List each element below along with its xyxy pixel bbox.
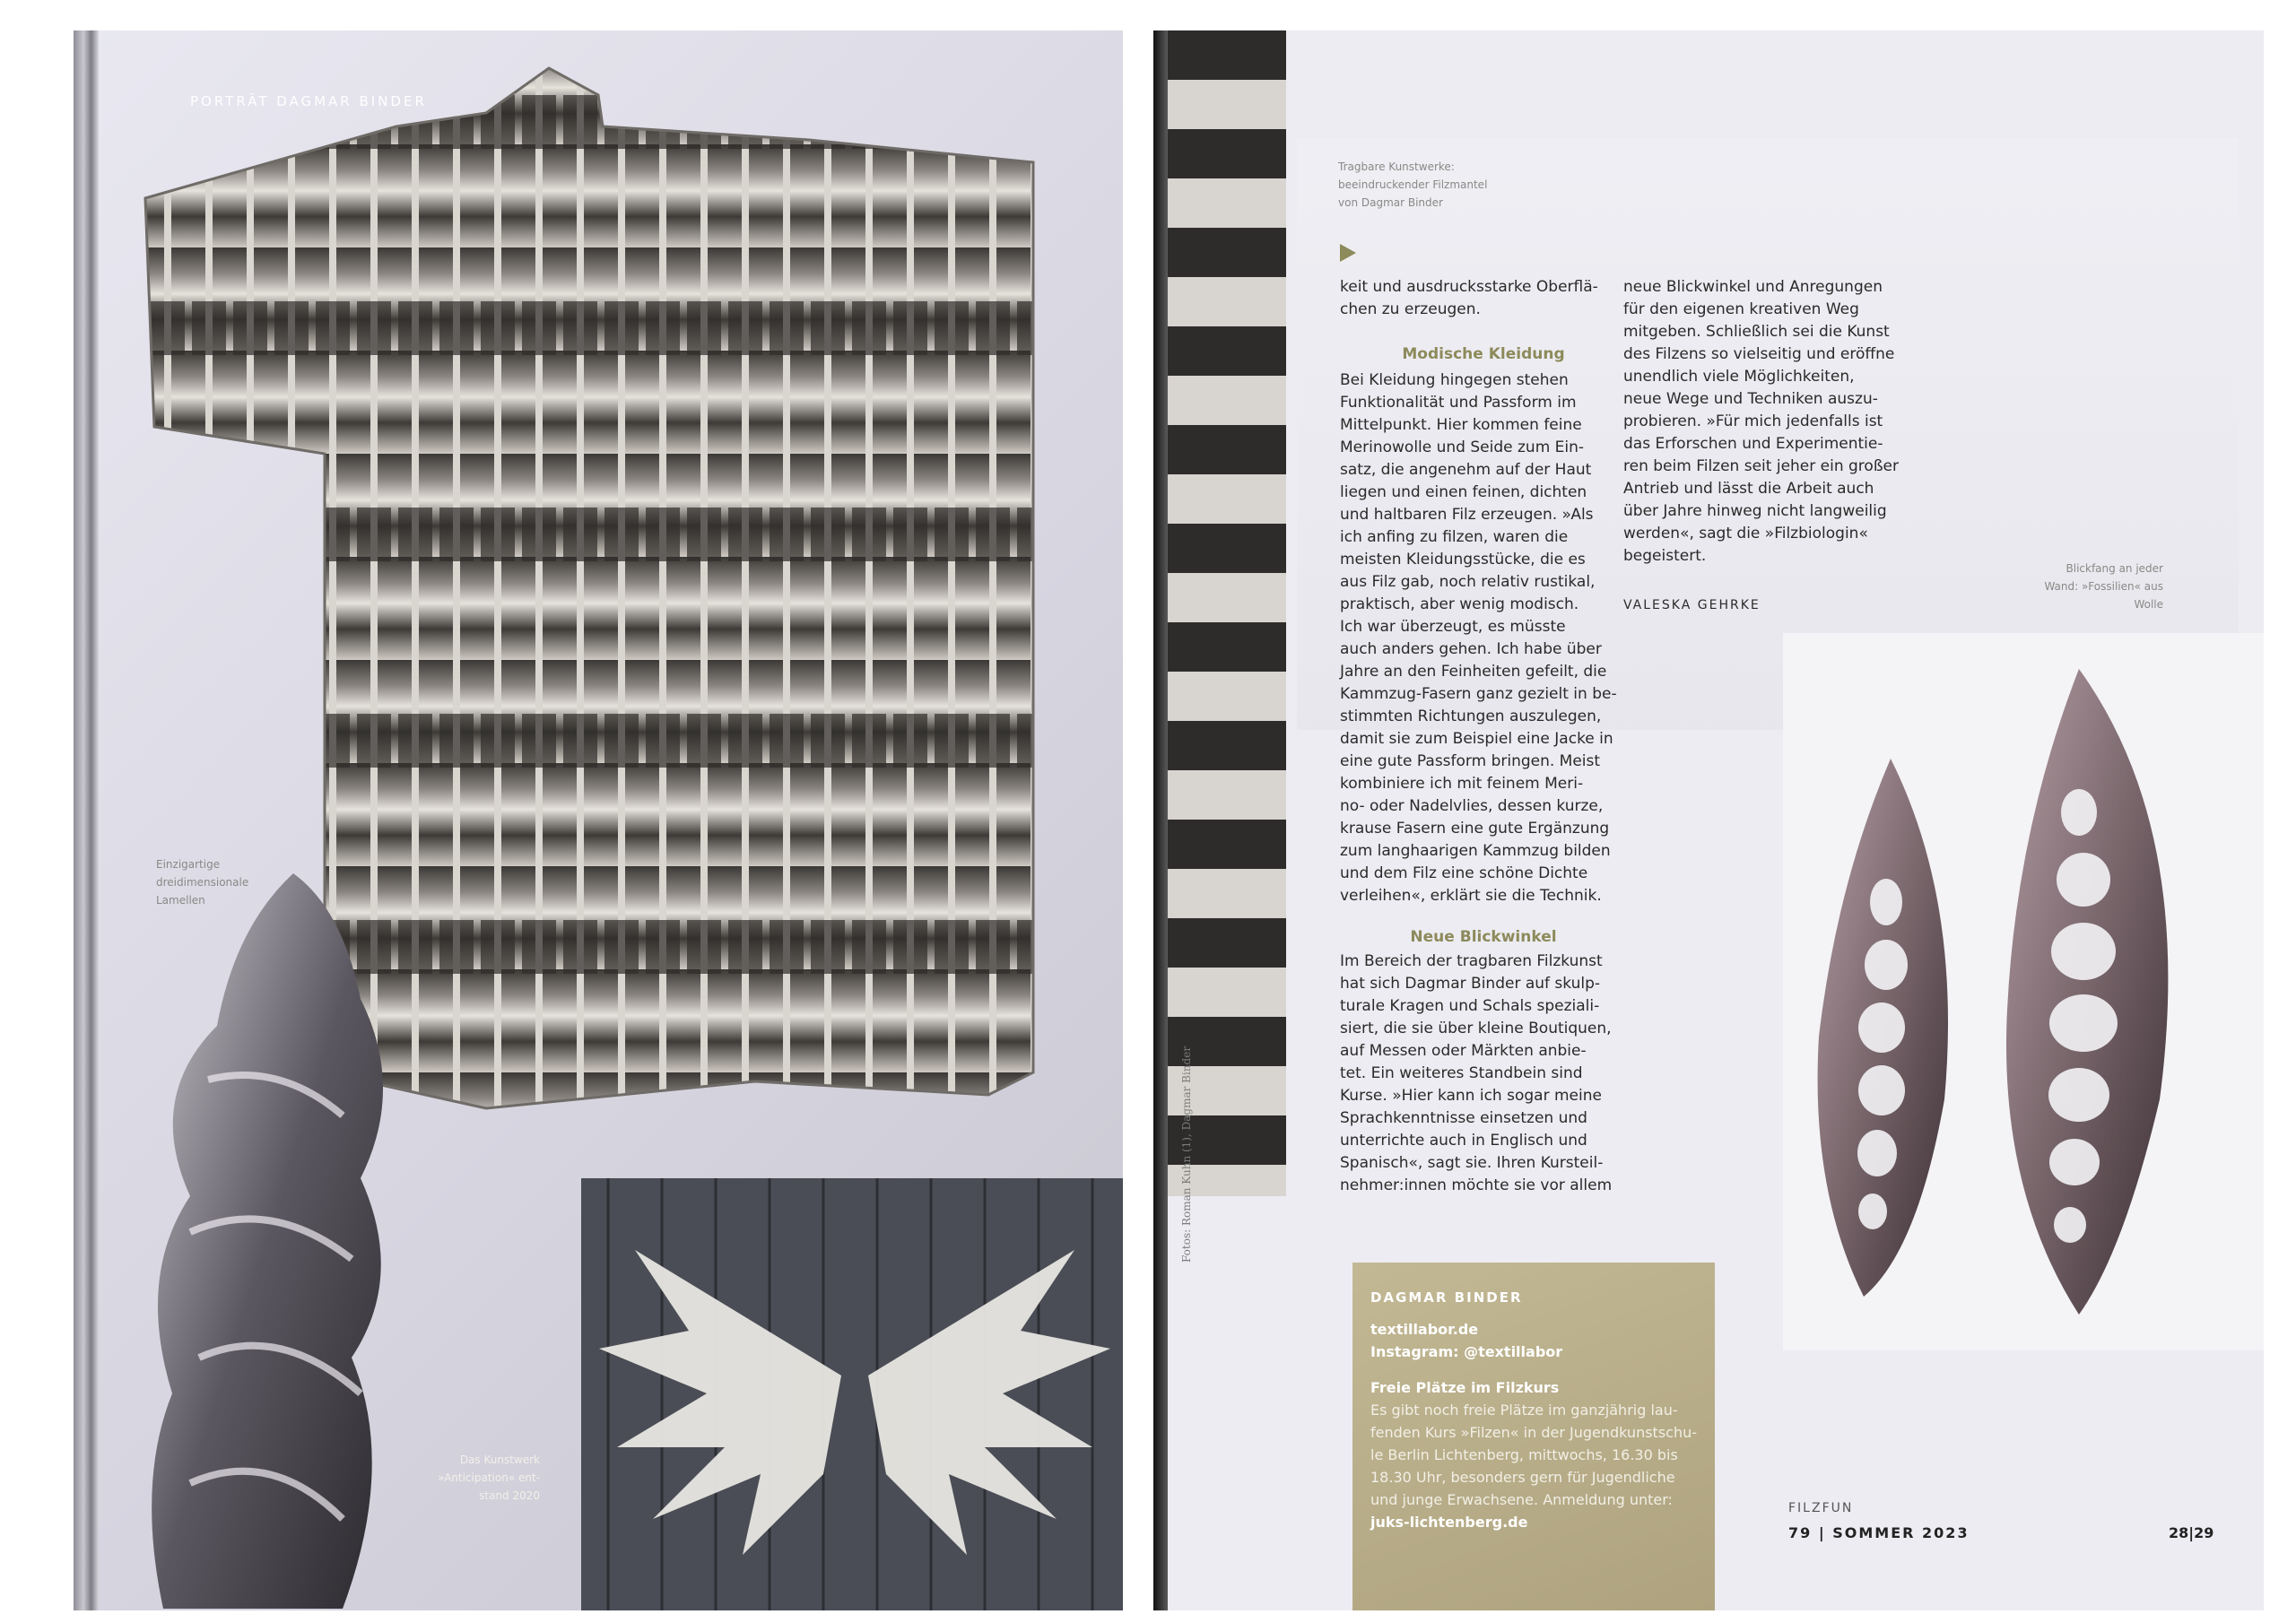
caption-anticipation: Das Kunstwerk »Anticipation« ent- stand 2020 <box>438 1454 540 1502</box>
info-box-course-heading: Freie Plätze im Filzkurs <box>1370 1379 1560 1396</box>
footer-issue: 79 | SOMMER 2023 <box>1788 1524 1970 1541</box>
page-edge-strip <box>74 30 99 1610</box>
subhead-modische-kleidung: Modische Kleidung <box>1402 345 1565 363</box>
wings-artwork-photo <box>581 1178 1123 1610</box>
info-box <box>1352 1263 1715 1610</box>
caption-coat: Tragbare Kunstwerke: beeindruckender Filzmantel von Dagmar Binder <box>1338 161 1488 209</box>
right-page <box>1153 30 2264 1610</box>
article-column-1-paragraph-2: Im Bereich der tragbaren Filzkunst hat sich Dagmar Binder auf skulp- turale Kragen und Schals speziali- siert, die sie über kleine Boutiquen, auf Messen oder Märkten anbie- tet. Ein weiteres Standbein sind Kurse. »Hier kann ich sogar meine Sprachkenntnisse einsetzen und unterrichte auch in Englisch und Spanisch«, sagt sie. Ihren Kursteil- nehmer:innen möchte sie vor allem <box>1340 952 1613 1194</box>
fossils-artwork-photo <box>1783 633 2264 1350</box>
running-head: PORTRÄT DAGMAR BINDER <box>190 93 427 109</box>
fossils-artwork-image <box>1783 633 2264 1350</box>
anticipation-sculpture-photo <box>136 855 432 1609</box>
info-box-website-link[interactable]: textillabor.de <box>1370 1321 1479 1338</box>
caption-fossils: Blickfang an jeder Wand: »Fossilien« aus Wolle <box>2044 562 2163 611</box>
author-byline: VALESKA GEHRKE <box>1623 598 1761 612</box>
wings-artwork-image <box>581 1178 1123 1610</box>
article-column-2-paragraph: neue Blickwinkel und Anregungen für den eigenen kreativen Weg mitgeben. Schließlich sei die Kunst des Filzens so vielseitig und eröffne unendlich viele Möglichkeiten, neue Wege und Techniken auszu- probieren. »Für mich jedenfalls ist das Erforschen und Experimentie- ren beim Filzen seit jeher ein großer Antrieb und lässt die Arbeit auch über Jahre hinweg nicht langweilig werden«, sagt die »Filzbiologin« begeistert. <box>1623 278 1899 565</box>
article-column-1-intro: keit und ausdrucksstarke Oberflä- chen zu erzeugen. <box>1340 278 1598 318</box>
info-box-course-link[interactable]: juks-lichtenberg.de <box>1370 1514 1528 1531</box>
anticipation-sculpture-image <box>136 855 432 1609</box>
info-box-course-text: Es gibt noch freie Plätze im ganzjährig lau- fenden Kurs »Filzen« in der Jugendkunstschu- le Berlin Lichtenberg, mittwochs, 16.30 bis 18.30 Uhr, besonders gern für Jugendliche und junge Erwachsene. Anmeldung unter: <box>1370 1402 1697 1508</box>
coat-photo-continuation <box>1153 30 1286 1196</box>
footer-magazine: FILZFUN <box>1788 1501 1854 1515</box>
article-column-1-paragraph-1: Bei Kleidung hingegen stehen Funktionalität und Passform im Mittelpunkt. Hier kommen feine Merinowolle und Seide zum Ein- satz, die angenehm auf der Haut liegen und einen feinen, dichten und haltbaren Filz erzeugen. »Als ich anfing zu filzen, waren die meisten Kleidungsstücke, die es aus Filz gab, noch relativ rustikal, praktisch, aber wenig modisch. Ich war überzeugt, es müsste auch anders gehen. Ich habe über Jahre an den Feinheiten gefeilt, die Kammzug-Fasern ganz gezielt in be- stimmten Richtungen auszulegen, damit sie zum Beispiel eine Jacke in eine gute Passform bringen. Meist kombiniere ich mit feinem Meri- no- oder Nadelvlies, dessen kurze, krause Fasern eine gute Ergänzung zum langhaarigen Kammzug bilden und dem Filz eine schöne Dichte verleihen«, erklärt sie die Technik. <box>1340 371 1617 905</box>
info-box-instagram[interactable]: Instagram: @textillabor <box>1370 1343 1563 1360</box>
left-page <box>74 30 1123 1610</box>
caption-lamellen: Einzigartige dreidimensionale Lamellen <box>156 858 249 907</box>
subhead-neue-blickwinkel: Neue Blickwinkel <box>1410 928 1557 946</box>
footer-page-numbers: 28|29 <box>2169 1524 2214 1541</box>
photo-credit: Fotos: Roman Kuhn (1), Dagmar Binder <box>1180 1046 1193 1263</box>
info-box-title: DAGMAR BINDER <box>1370 1289 1523 1306</box>
continue-arrow-icon <box>1340 244 1356 262</box>
